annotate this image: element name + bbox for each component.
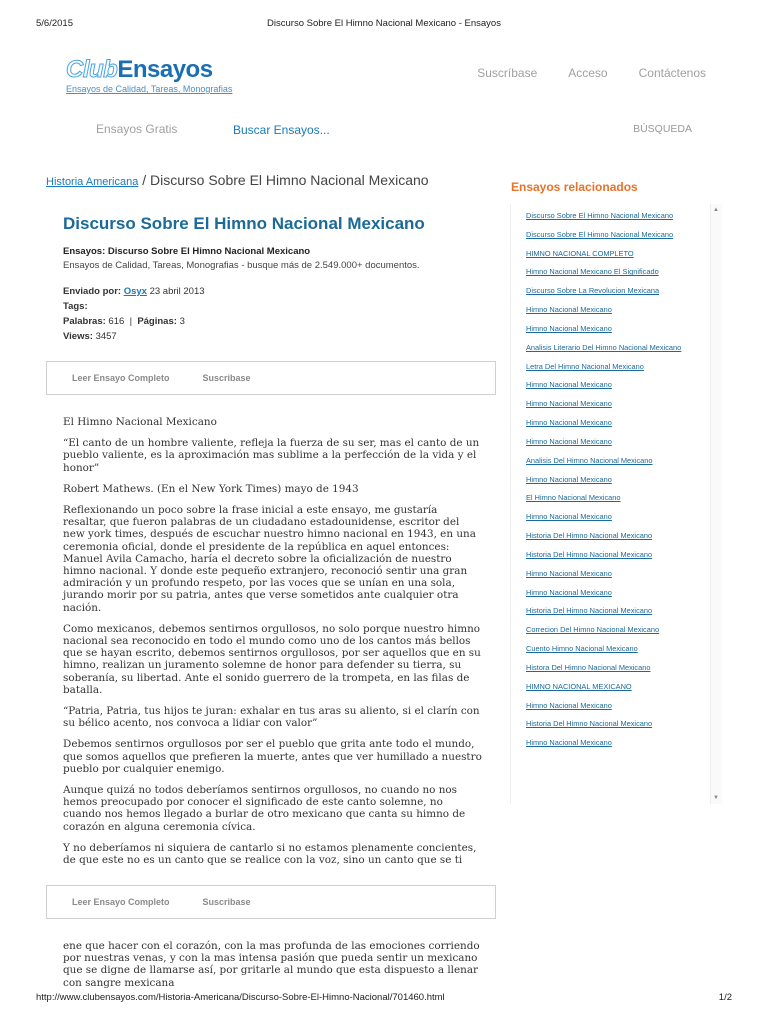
- related-essay-link[interactable]: Correcion Del Himno Nacional Mexicano: [526, 625, 660, 635]
- essay-paragraph: Aunque quizá no todos deberíamos sentirnos orgullosos, no cuando no nos hemos preocupado por conocer el significado de este canto solemne, no cuando nos hemos llegado a burlar de otro mexicano que canta su himno de corazón en alguna ceremonia cívica.: [63, 784, 466, 833]
- nav-busqueda[interactable]: BÚSQUEDA: [633, 123, 692, 135]
- meta-enviado: [63, 284, 496, 299]
- site-tagline[interactable]: Ensayos de Calidad, Tareas, Monografias: [66, 84, 233, 94]
- related-essay-link[interactable]: Analisis Literario Del Himno Nacional Mexicano: [526, 342, 682, 352]
- ensayos-label: Ensayos:: [63, 246, 106, 257]
- related-essay-link[interactable]: Historia Del Himno Nacional Mexicano: [526, 719, 653, 729]
- paginas-value: 3: [179, 316, 185, 327]
- palabras-value: 616: [108, 316, 125, 327]
- action-box-top: [46, 361, 496, 395]
- breadcrumb-separator: /: [138, 172, 150, 188]
- meta-separator: |: [129, 316, 133, 327]
- nav-suscribase[interactable]: Suscríbase: [477, 66, 538, 80]
- related-essay-link[interactable]: Himno Nacional Mexicano: [526, 587, 612, 597]
- print-date: 5/6/2015: [36, 18, 73, 29]
- action-box-bottom: [46, 885, 496, 919]
- related-essay-link[interactable]: Historia Del Himno Nacional Mexicano: [526, 549, 653, 559]
- related-essay-link[interactable]: Discurso Sobre El Himno Nacional Mexicano: [526, 211, 674, 220]
- article-header: [46, 206, 496, 344]
- meta-views: [63, 329, 496, 344]
- related-essay-link[interactable]: Himno Nacional Mexicano: [526, 738, 612, 748]
- print-page-number: 1/2: [718, 992, 732, 1003]
- read-full-essay-button[interactable]: Leer Ensayo Completo: [72, 373, 170, 383]
- top-nav: [477, 66, 706, 80]
- related-essay-link[interactable]: Cuento Himno Nacional Mexicano: [526, 644, 638, 654]
- scroll-down-icon[interactable]: ▼: [713, 795, 719, 801]
- article-ensayos-line: [63, 246, 496, 257]
- related-essay-link[interactable]: Himno Nacional Mexicano: [526, 512, 612, 522]
- essay-paragraph: “El canto de un hombre valiente, refleja la fuerza de su ser, mas el canto de un pueblo valiente, es la aproximación mas sublime a la perfección de la vida y el honor”: [63, 437, 480, 474]
- print-url: http://www.clubensayos.com/Historia-Americana/Discurso-Sobre-El-Himno-Nacional/701460.html: [36, 992, 445, 1003]
- search-ensayos-link[interactable]: Buscar Ensayos...: [233, 123, 330, 137]
- nav-contactenos[interactable]: Contáctenos: [638, 66, 706, 80]
- related-essay-link[interactable]: El Himno Nacional Mexicano: [526, 493, 621, 503]
- scroll-up-icon[interactable]: ▲: [713, 207, 719, 213]
- article-meta: [63, 284, 496, 344]
- site-logo[interactable]: [66, 56, 213, 84]
- essay-paragraph: ene que hacer con el corazón, con la mas profunda de las emociones corriendo por nuestras venas, y con la mas intensa pasión que pueda sentir un mexicano que se digne de llamarse así, por gritarle al mundo que esta dispuesto a llenar con sangre mexicana: [63, 940, 480, 989]
- essay-paragraph: Robert Mathews. (En el New York Times) mayo de 1943: [63, 482, 359, 495]
- related-essay-link[interactable]: Historia Del Himno Nacional Mexicano: [526, 606, 653, 616]
- related-essay-link[interactable]: Himno Nacional Mexicano: [526, 436, 612, 446]
- related-essay-link[interactable]: HIMNO NACIONAL MEXICANO: [526, 681, 632, 691]
- related-essay-link[interactable]: Himno Nacional Mexicano: [526, 305, 612, 315]
- palabras-label: Palabras:: [63, 316, 106, 327]
- tags-label: Tags:: [63, 301, 88, 312]
- subscribe-button[interactable]: Suscribase: [202, 373, 251, 383]
- sidebar-scrollbar[interactable]: [710, 204, 722, 804]
- related-essay-link[interactable]: Discurso Sobre El Himno Nacional Mexicano: [526, 229, 674, 239]
- essay-paragraph: “Patria, Patria, tus hijos te juran: exhalar en tus aras su aliento, si el clarín con su bélico acento, nos convoca a lidiar con valor”: [63, 705, 480, 730]
- essay-continuation: [63, 940, 483, 998]
- article-description: Ensayos de Calidad, Tareas, Monografias - busque más de 2.549.000+ documentos.: [63, 260, 420, 271]
- page-title: Discurso Sobre El Himno Nacional Mexicano: [63, 214, 425, 233]
- paginas-label: Páginas:: [137, 316, 177, 327]
- read-full-essay-button[interactable]: Leer Ensayo Completo: [72, 897, 170, 907]
- breadcrumb: [46, 172, 429, 188]
- related-essay-link[interactable]: Himno Nacional Mexicano El Significado: [526, 267, 659, 277]
- related-essay-link[interactable]: Himno Nacional Mexicano: [526, 380, 612, 390]
- related-essay-link[interactable]: Himno Nacional Mexicano: [526, 399, 612, 409]
- sidebar-title: Ensayos relacionados: [511, 180, 638, 194]
- essay-paragraph: Reflexionando un poco sobre la frase inicial a este ensayo, me gustaría resaltar, que fueron palabras de un ciudadano estadounidense, escritor del new york times, después de escuchar nuestro himno nacional en 1943, en una ceremonia oficial, donde el presidente de la república en aquel entonces: Manuel Avila Camacho, haría el decreto sobre la oficialización de nuestro himno nacional. Y donde este pequeño extranjero, reconoció sentir una gran admiración y un profundo respeto, por las voces que se unían en una sola, jurando morir por su patria, antes que verse sometidos ante cualquier otra nación.: [63, 504, 476, 614]
- breadcrumb-category[interactable]: Historia Americana: [46, 176, 139, 188]
- subscribe-button[interactable]: Suscribase: [202, 897, 251, 907]
- related-essay-link[interactable]: Himno Nacional Mexicano: [526, 568, 612, 578]
- essay-paragraph: Debemos sentirnos orgullosos por ser el pueblo que grita ante todo el mundo, que somos aquellos que prefieren la muerte, antes que ver humillado a nuestro pueblo por cualquier enemigo.: [63, 738, 482, 775]
- related-essay-link[interactable]: Letra Del Himno Nacional Mexicano: [526, 361, 644, 371]
- views-value: 3457: [95, 331, 117, 342]
- related-essay-link[interactable]: Histora Del Himno Nacional Mexicano: [526, 662, 651, 672]
- nav-ensayos-gratis[interactable]: Ensayos Gratis: [96, 122, 178, 136]
- meta-tags: [63, 299, 496, 314]
- related-essay-link[interactable]: Discurso Sobre La Revolucion Mexicana: [526, 286, 660, 296]
- post-date: 23 abril 2013: [149, 286, 205, 297]
- essay-paragraph: El Himno Nacional Mexicano: [63, 416, 217, 428]
- author-link[interactable]: Osyx: [123, 286, 147, 297]
- ensayos-value: Discurso Sobre El Himno Nacional Mexicano: [107, 246, 311, 257]
- related-essay-link[interactable]: Himno Nacional Mexicano: [526, 700, 612, 710]
- related-essay-link[interactable]: Analisis Del Himno Nacional Mexicano: [526, 455, 653, 465]
- enviado-label: Enviado por:: [63, 286, 122, 297]
- related-essay-link[interactable]: Historia Del Himno Nacional Mexicano: [526, 531, 653, 541]
- related-essay-link[interactable]: Himno Nacional Mexicano: [526, 323, 612, 333]
- nav-acceso[interactable]: Acceso: [568, 66, 608, 80]
- related-essay-link[interactable]: Himno Nacional Mexicano: [526, 418, 612, 428]
- related-essays-list[interactable]: [510, 204, 724, 804]
- related-essay-link[interactable]: Himno Nacional Mexicano: [526, 474, 612, 484]
- related-essay-link[interactable]: HIMNO NACIONAL COMPLETO: [526, 248, 634, 258]
- logo-club: Club: [66, 56, 118, 83]
- logo-ensayos: Ensayos: [117, 56, 213, 83]
- essay-paragraph: Y no deberíamos ni siquiera de cantarlo si no estamos plenamente concientes, de que este no es un canto que se realice con la voz, sino un canto que se ti: [63, 841, 477, 867]
- views-label: Views:: [63, 331, 93, 342]
- essay-body: [63, 416, 483, 875]
- print-title: Discurso Sobre El Himno Nacional Mexicano - Ensayos: [267, 18, 501, 29]
- essay-paragraph: Como mexicanos, debemos sentirnos orgullosos, no solo porque nuestro himno nacional sea reconocido en todo el mundo como uno de los cantos más bellos que se hayan escrito, debemos sentirnos orgullosos, por ser aquellos que en su himno, realizan un juramento solemne de honor para defender su tierra, su soberanía, su libertad. Ante el sonido guerrero de la trompeta, en las filas de batalla.: [63, 622, 481, 696]
- meta-counts: [63, 314, 496, 329]
- breadcrumb-current: Discurso Sobre El Himno Nacional Mexicano: [150, 172, 429, 188]
